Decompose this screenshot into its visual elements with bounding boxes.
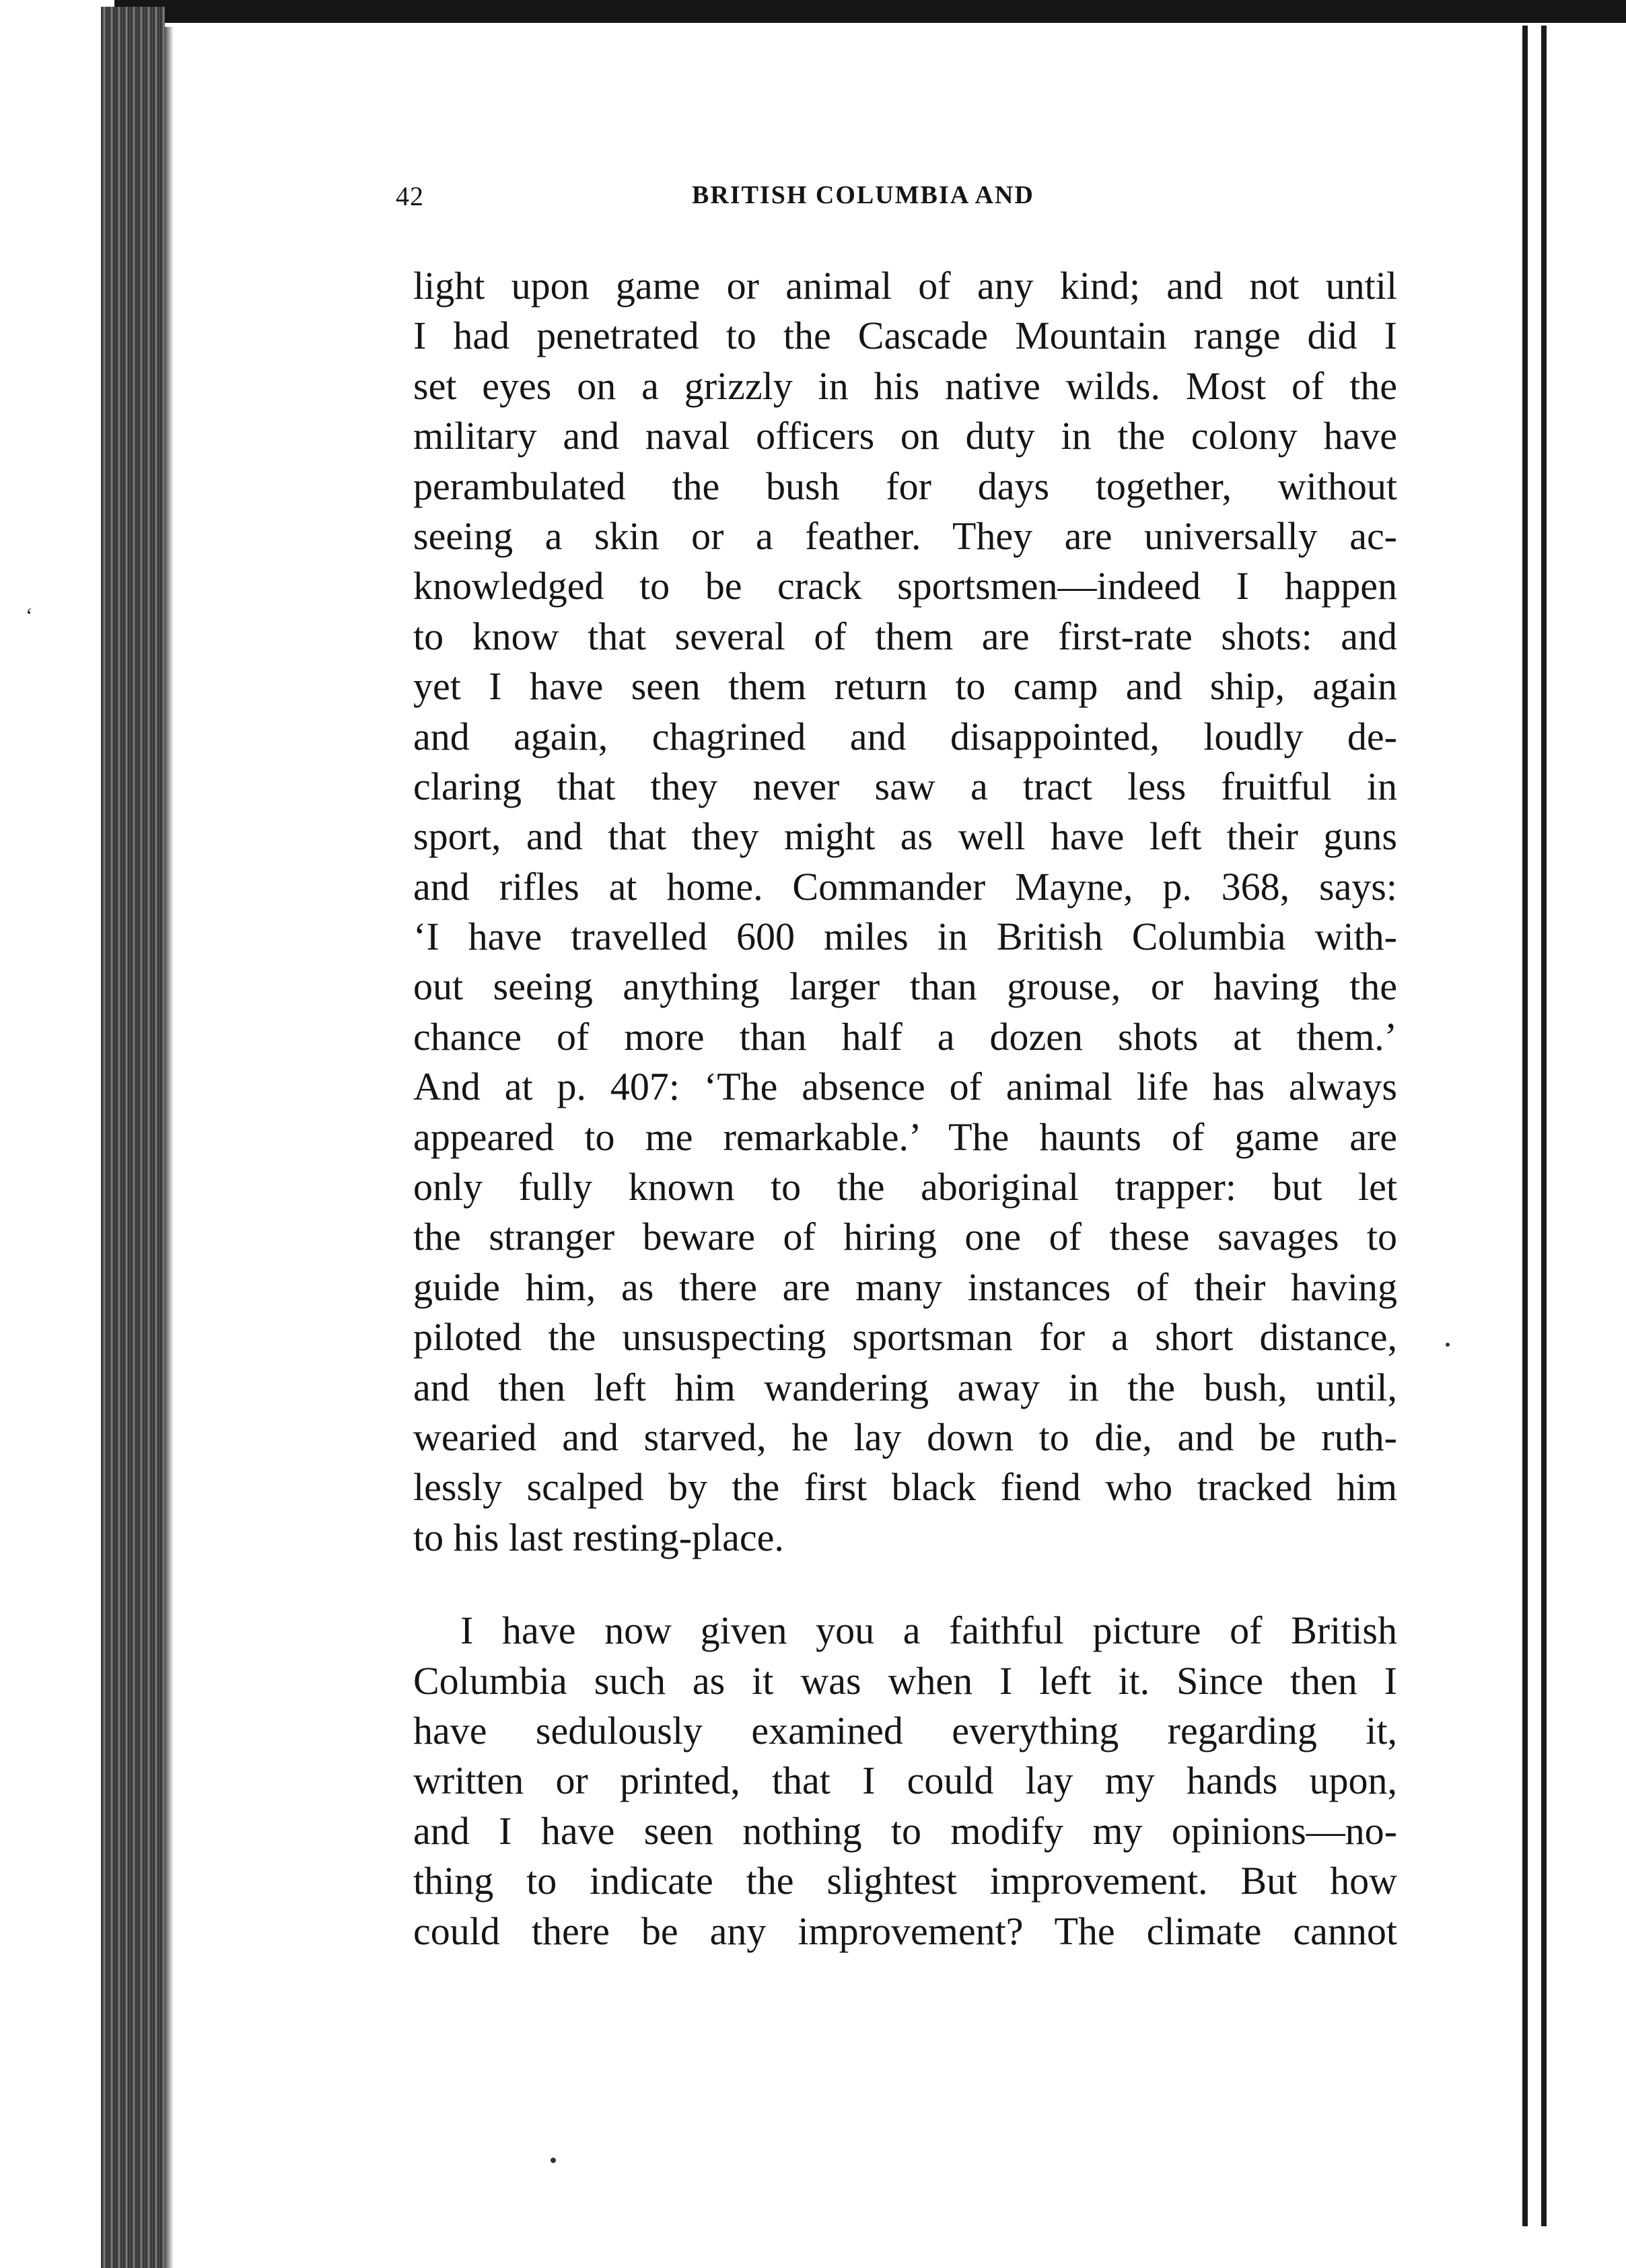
text-line: lessly scalped by the first black fiend who tracked him — [413, 1465, 1397, 1510]
text-line: knowledged to be crack sportsmen—indeed I happen — [413, 564, 1397, 608]
text-line: chance of more than half a dozen shots at them.’ — [413, 1014, 1397, 1059]
text-line: and rifles at home. Commander Mayne, p. 368, says: — [413, 864, 1397, 909]
text-line: sport, and that they might as well have left their guns — [413, 814, 1397, 859]
gutter-shadow — [165, 27, 173, 2268]
margin-dot-bottom — [551, 2158, 556, 2163]
text-line: seeing a skin or a feather. They are universally ac- — [413, 513, 1397, 558]
text-line: claring that they never saw a tract less fruitful in — [413, 764, 1397, 808]
text-line: to his last resting-place. — [413, 1515, 784, 1559]
text-line: perambulated the bush for days together, without — [413, 464, 1397, 508]
text-line: yet I have seen them return to camp and ship, again — [413, 664, 1397, 709]
text-line: set eyes on a grizzly in his native wilds. Most of the — [413, 363, 1397, 408]
page-number: 42 — [396, 181, 424, 211]
text-line: wearied and starved, he lay down to die, and be ruth- — [413, 1415, 1397, 1459]
paragraph-gap — [413, 1563, 1397, 1606]
scan-right-border-outer — [1541, 26, 1547, 2226]
text-line: light upon game or animal of any kind; and not until — [413, 264, 1397, 308]
text-line: written or printed, that I could lay my hands upon, — [413, 1759, 1397, 1803]
text-line: the stranger beware of hiring one of these savages to — [413, 1215, 1397, 1259]
text-line: could there be any improvement? The climate cannot — [413, 1909, 1397, 1953]
text-line: out seeing anything larger than grouse, or having the — [413, 964, 1397, 1009]
paragraph-2 — [413, 1606, 1397, 1956]
text-line: and I have seen nothing to modify my opinions—no- — [413, 1808, 1397, 1853]
text-line: I had penetrated to the Cascade Mountain range did I — [413, 314, 1397, 358]
text-line: thing to indicate the slightest improvement. But how — [413, 1859, 1397, 1903]
text-line: appeared to me remarkable.’ The haunts of game are — [413, 1114, 1397, 1159]
scan-top-edge — [114, 0, 1626, 23]
scan-right-border — [1522, 26, 1528, 2226]
text-line: only fully known to the aboriginal trapper: but let — [413, 1165, 1397, 1209]
paragraph-1 — [413, 261, 1397, 1563]
text-line: piloted the unsuspecting sportsman for a short distance, — [413, 1315, 1397, 1359]
book-page-edges — [101, 7, 165, 2268]
text-line: have sedulously examined everything regarding it, — [413, 1708, 1397, 1752]
text-line: and again, chagrined and disappointed, loudly de- — [413, 714, 1397, 758]
margin-speck: ‘ — [26, 603, 33, 627]
page-body — [413, 261, 1397, 1956]
text-line: Columbia such as it was when I left it. Since then I — [413, 1658, 1397, 1703]
text-line: I have now given you a faithful picture of British — [460, 1608, 1397, 1653]
margin-dot — [1446, 1343, 1450, 1347]
text-line: ‘I have travelled 600 miles in British Columbia with- — [413, 915, 1397, 959]
running-head: BRITISH COLUMBIA AND — [692, 181, 1034, 209]
text-line: military and naval officers on duty in the colony have — [413, 414, 1397, 458]
text-line: guide him, as there are many instances of their having — [413, 1265, 1397, 1309]
text-line: and then left him wandering away in the bush, until, — [413, 1365, 1397, 1409]
text-line: to know that several of them are first-rate shots: and — [413, 614, 1397, 658]
text-line: And at p. 407: ‘The absence of animal life has always — [413, 1065, 1397, 1109]
